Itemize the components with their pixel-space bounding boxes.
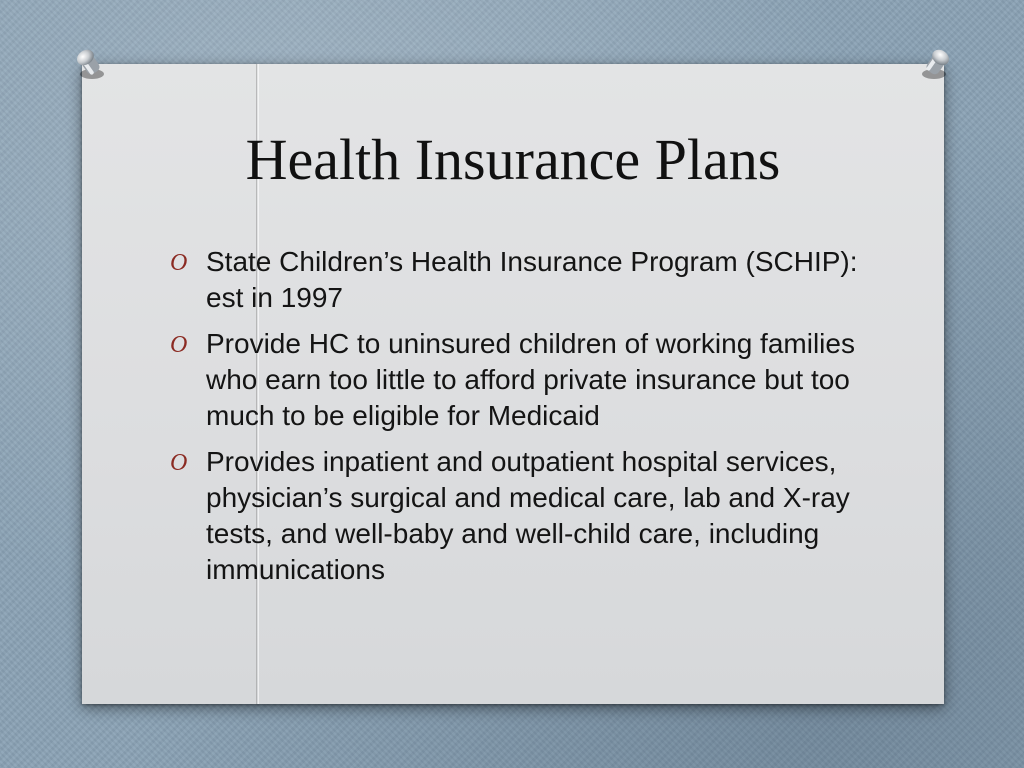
- bullet-item: [170, 244, 860, 316]
- slide-title: Health Insurance Plans: [245, 127, 781, 192]
- bullet-item: [170, 326, 860, 434]
- bullet-marker-icon: O: [170, 250, 188, 276]
- bullet-marker-icon: O: [170, 450, 188, 476]
- pushpin-right-icon: [916, 44, 956, 84]
- bullet-item: [170, 444, 860, 588]
- bullet-list: [170, 244, 860, 598]
- bullet-text: State Children’s Health Insurance Program (SCHIP): est in 1997: [206, 246, 858, 313]
- bullet-text: Provide HC to uninsured children of working families who earn too little to afford private insurance but too much to be eligible for Medicaid: [206, 328, 855, 431]
- pushpin-left-icon: [70, 44, 110, 84]
- bullet-text: Provides inpatient and outpatient hospital services, physician’s surgical and medical care, lab and X-ray tests, and well-baby and well-child care, including immunications: [206, 446, 850, 585]
- bullet-marker-icon: O: [170, 332, 188, 358]
